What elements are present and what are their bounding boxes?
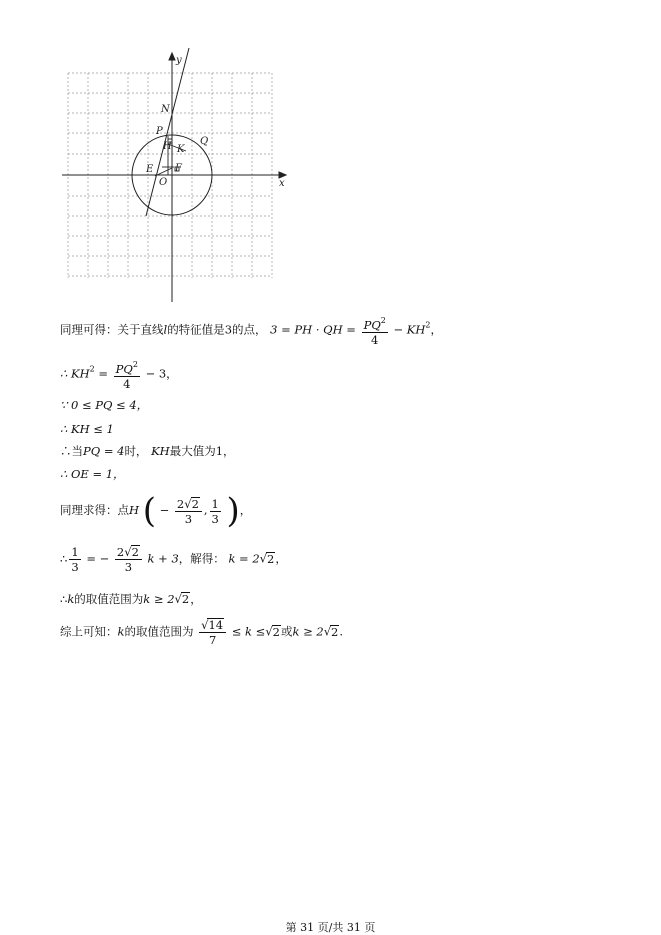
solution-line-1: 同理可得：关于直线l的特征值是3的点， 3 = PH · QH = $\frac{PQ^2}{4}$ − $KH^2$， [60, 316, 443, 347]
fraction: $\frac{2√2}{3}$ [175, 497, 202, 526]
label-x: x [279, 178, 285, 189]
solution-line-9: ∴k的取值范围为k ≥ 2√2， [60, 592, 202, 606]
solution-line-4: ∴ KH ≤ 1 [60, 422, 114, 436]
label-K: K [177, 144, 185, 155]
fraction: $\frac{PQ^2}{4}$ [363, 316, 386, 347]
solution-line-3: ∵ 0 ≤ PQ ≤ 4， [60, 398, 149, 412]
label-E: E [146, 164, 154, 175]
solution-line-8: ∴ $\frac{1}{3}$ = − $\frac{2√2}{3}$ k + 3，解得： k = 2√2， [60, 545, 287, 574]
label-Q: Q [200, 136, 209, 147]
solution-line-7: 同理求得：点H ( − $\frac{2√2}{3}$ , $\frac{1}{3}$ )， [60, 491, 252, 531]
label-H: H [163, 141, 172, 152]
label-P: P [156, 126, 163, 137]
axes [62, 53, 286, 302]
fraction: $\frac{√14}{7}$ [199, 618, 226, 647]
solution-line-5: ∴当PQ = 4时， KH最大值为1， [60, 444, 235, 458]
fraction: $\frac{1}{3}$ [71, 545, 79, 574]
label-N: N [161, 104, 170, 115]
label-F: F [175, 163, 182, 174]
label-y: y [176, 55, 182, 66]
label-O: O [159, 177, 168, 188]
solution-line-2: ∴ $KH^2$ = $\frac{PQ^2}{4}$ − 3， [60, 360, 178, 391]
page-footer: 第 31 页/共 31 页 [285, 921, 376, 934]
coordinate-figure [58, 48, 308, 306]
fraction: $\frac{PQ^2}{4}$ [115, 360, 138, 391]
solution-line-10: 综上可知：k的取值范围为 $\frac{√14}{7}$ ≤ k ≤√2或k ≥ 2√2. [60, 618, 344, 647]
fraction: $\frac{2√2}{3}$ [115, 545, 142, 574]
solution-line-6: ∴ OE = 1， [60, 467, 125, 481]
fraction: $\frac{1}{3}$ [211, 496, 219, 526]
